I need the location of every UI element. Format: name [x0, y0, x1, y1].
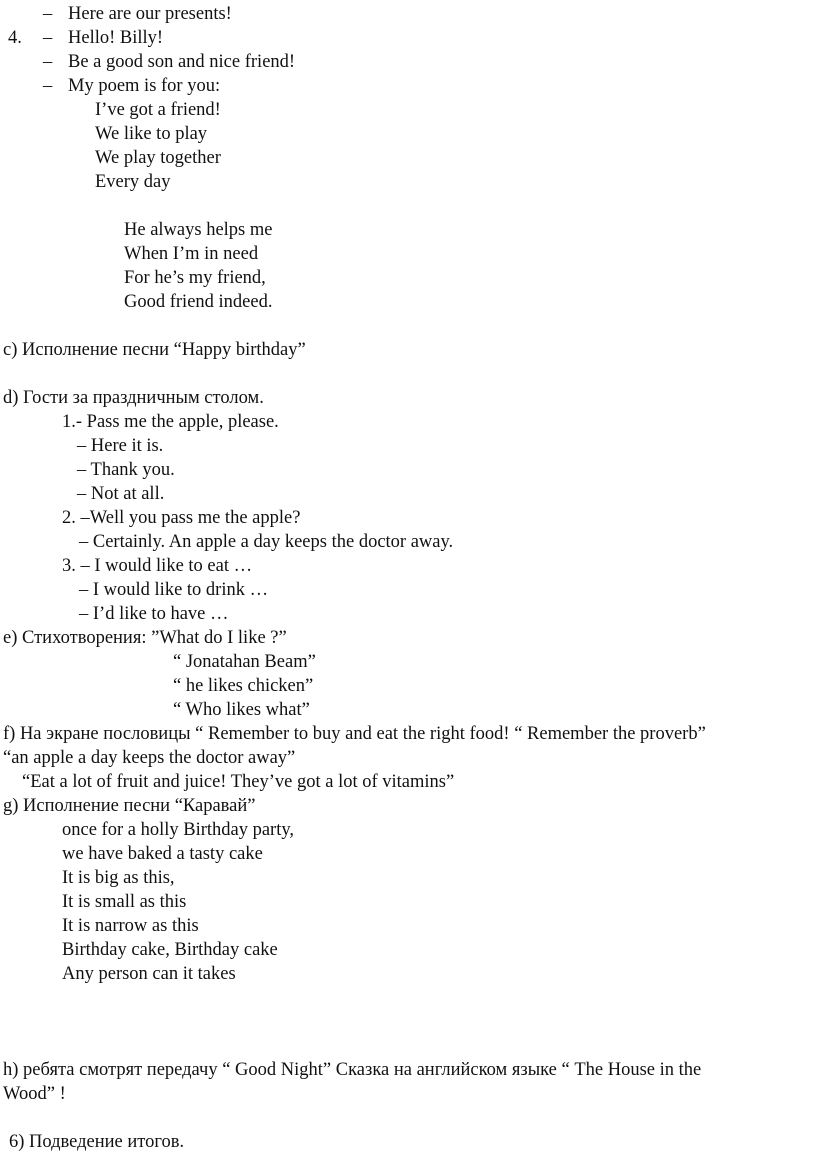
dialogue-line: 3. – I would like to eat … — [62, 556, 253, 576]
section-h-line: Wood” ! — [3, 1084, 66, 1104]
poem-title: “ he likes chicken” — [173, 676, 314, 696]
song-line: It is narrow as this — [62, 916, 199, 936]
dash-marker: – — [43, 4, 53, 24]
section-c-heading: c) Исполнение песни “Happy birthday” — [3, 340, 306, 360]
dash-marker: – — [43, 52, 53, 72]
section-f-line: “an apple a day keeps the doctor away” — [3, 748, 296, 768]
dialogue-line: My poem is for you: — [68, 76, 221, 96]
dialogue-line: 2. –Well you pass me the apple? — [62, 508, 301, 528]
song-line: Any person can it takes — [62, 964, 236, 984]
section-d-heading: d) Гости за праздничным столом. — [3, 388, 264, 408]
section-g-heading: g) Исполнение песни “Каравай” — [3, 796, 256, 816]
section-e-heading: e) Стихотворения: ”What do I like ?” — [3, 628, 287, 648]
dialogue-line: 1.- Pass me the apple, please. — [62, 412, 279, 432]
section-f-line: “Eat a lot of fruit and juice! They’ve got a lot of vitamins” — [22, 772, 455, 792]
poem-line: I’ve got a friend! — [95, 100, 221, 120]
poem-title: “ Who likes what” — [173, 700, 310, 720]
dialogue-line: – I would like to drink … — [79, 580, 269, 600]
song-line: once for a holly Birthday party, — [62, 820, 295, 840]
dialogue-line: – I’d like to have … — [79, 604, 229, 624]
poem-line: For he’s my friend, — [124, 268, 266, 288]
dialogue-line: – Not at all. — [77, 484, 165, 504]
poem-line: Good friend indeed. — [124, 292, 273, 312]
poem-line: Every day — [95, 172, 171, 192]
section-h-line: h) ребята смотрят передачу “ Good Night” Сказка на английском языке “ The House in the — [3, 1060, 702, 1080]
dialogue-line: – Here it is. — [77, 436, 164, 456]
section-f-line: f) На экране пословицы “ Remember to buy and eat the right food! “ Remember the proverb” — [3, 724, 706, 744]
poem-line: We play together — [95, 148, 221, 168]
poem-line: When I’m in need — [124, 244, 259, 264]
song-line: It is small as this — [62, 892, 187, 912]
dash-marker: – — [43, 28, 53, 48]
dash-marker: – — [43, 76, 53, 96]
dialogue-line: – Certainly. An apple a day keeps the doctor away. — [79, 532, 454, 552]
poem-title: “ Jonatahan Beam” — [173, 652, 316, 672]
poem-line: We like to play — [95, 124, 208, 144]
dialogue-line: – Thank you. — [77, 460, 175, 480]
dialogue-line: Be a good son and nice friend! — [68, 52, 296, 72]
song-line: we have baked a tasty cake — [62, 844, 263, 864]
song-line: It is big as this, — [62, 868, 175, 888]
section-6-heading: 6) Подведение итогов. — [9, 1132, 185, 1152]
dialogue-line: Here are our presents! — [68, 4, 232, 24]
item-number: 4. — [8, 28, 22, 48]
dialogue-line: Hello! Billy! — [68, 28, 164, 48]
poem-line: He always helps me — [124, 220, 273, 240]
song-line: Birthday cake, Birthday cake — [62, 940, 278, 960]
